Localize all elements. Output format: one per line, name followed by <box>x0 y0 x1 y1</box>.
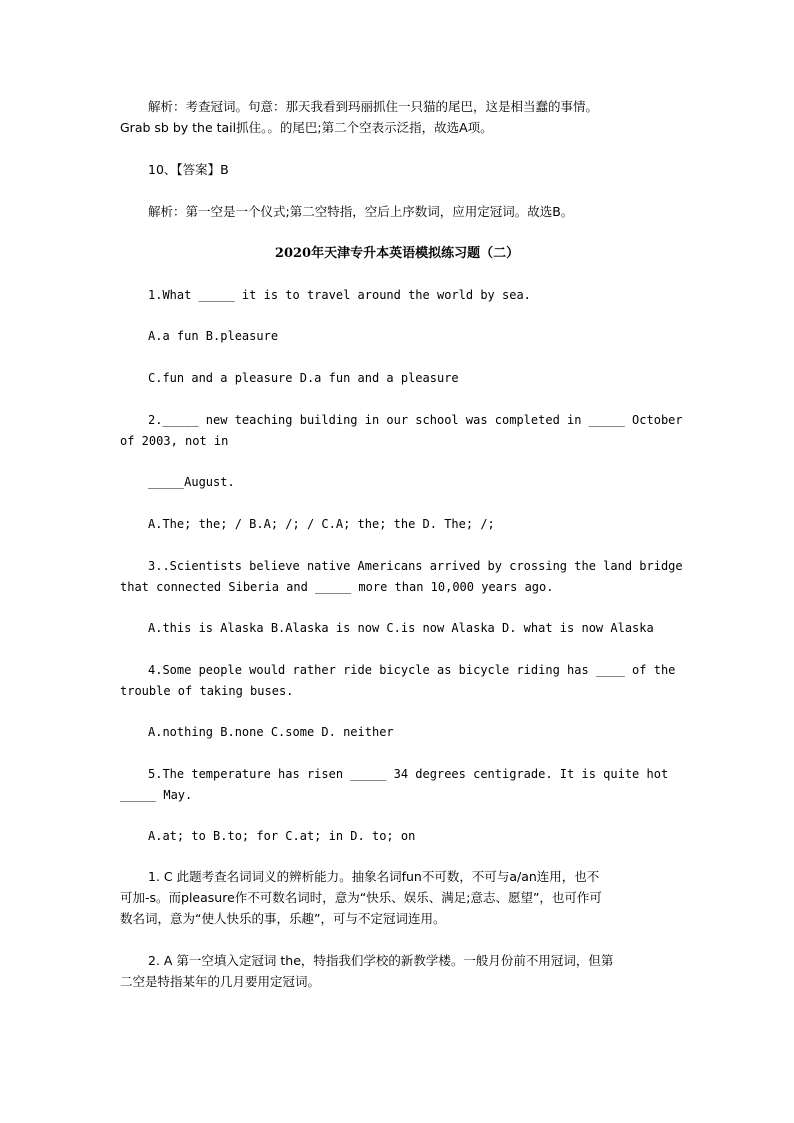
question-1-options-b: C.fun and a pleasure D.a fun and a pleasure <box>148 371 459 385</box>
answer-1-explanation: 1. C 此题考查名词词义的辨析能力。抽象名词fun不可数，不可与a/an连用，也不 可加-s。而pleasure作不可数名词时，意为“快乐、娱乐、满足;意志、愿望”，也可作可 数名词，意为“使人快乐的事，乐趣”，可与不定冠词连用。 <box>120 869 602 926</box>
question-5-stem: 5.The temperature has risen _____ 34 degrees centigrade. It is quite hot _____ May. <box>120 767 669 802</box>
question-1-options-a: A.a fun B.pleasure <box>148 329 279 343</box>
question-3-stem: 3..Scientists believe native Americans arrived by crossing the land bridge that connected Siberia and _____ more than 10,000 years ago. <box>120 559 683 594</box>
answer-2-explanation: 2. A 第一空填入定冠词 the，特指我们学校的新教学楼。一般月份前不用冠词，但第 二空是特指某年的几月要用定冠词。 <box>120 953 614 989</box>
question-4-options: A.nothing B.none C.some D. neither <box>148 725 394 739</box>
question-5-options: A.at; to B.to; for C.at; in D. to; on <box>148 829 416 843</box>
item9-analysis-line1: 解析：考查冠词。句意：那天我看到玛丽抓住一只猫的尾巴，这是相当蠢的事情。 <box>148 99 599 114</box>
question-1-stem: 1.What _____ it is to travel around the world by sea. <box>148 288 531 302</box>
item10-answer: 10、【答案】B <box>148 162 229 177</box>
question-2-options: A.The; the; / B.A; /; / C.A; the; the D. The; /; <box>148 517 495 531</box>
question-2-stem: 2._____ new teaching building in our school was completed in _____ October of 2003, not in <box>120 413 683 448</box>
section-title: 2020年天津专升本英语模拟练习题（二） <box>274 246 520 261</box>
item9-analysis <box>120 96 674 138</box>
question-2-stem-continued: _____August. <box>148 475 235 489</box>
question-3-options: A.this is Alaska B.Alaska is now C.is now Alaska D. what is now Alaska <box>148 621 654 635</box>
item10-analysis: 解析：第一空是一个仪式;第二空特指，空后上序数词，应用定冠词。故选B。 <box>148 204 574 219</box>
question-4-stem: 4.Some people would rather ride bicycle as bicycle riding has ____ of the trouble of taking buses. <box>120 663 676 698</box>
item9-analysis-line2: Grab sb by the tail抓住。。的尾巴;第二个空表示泛指，故选A项。 <box>120 120 493 135</box>
